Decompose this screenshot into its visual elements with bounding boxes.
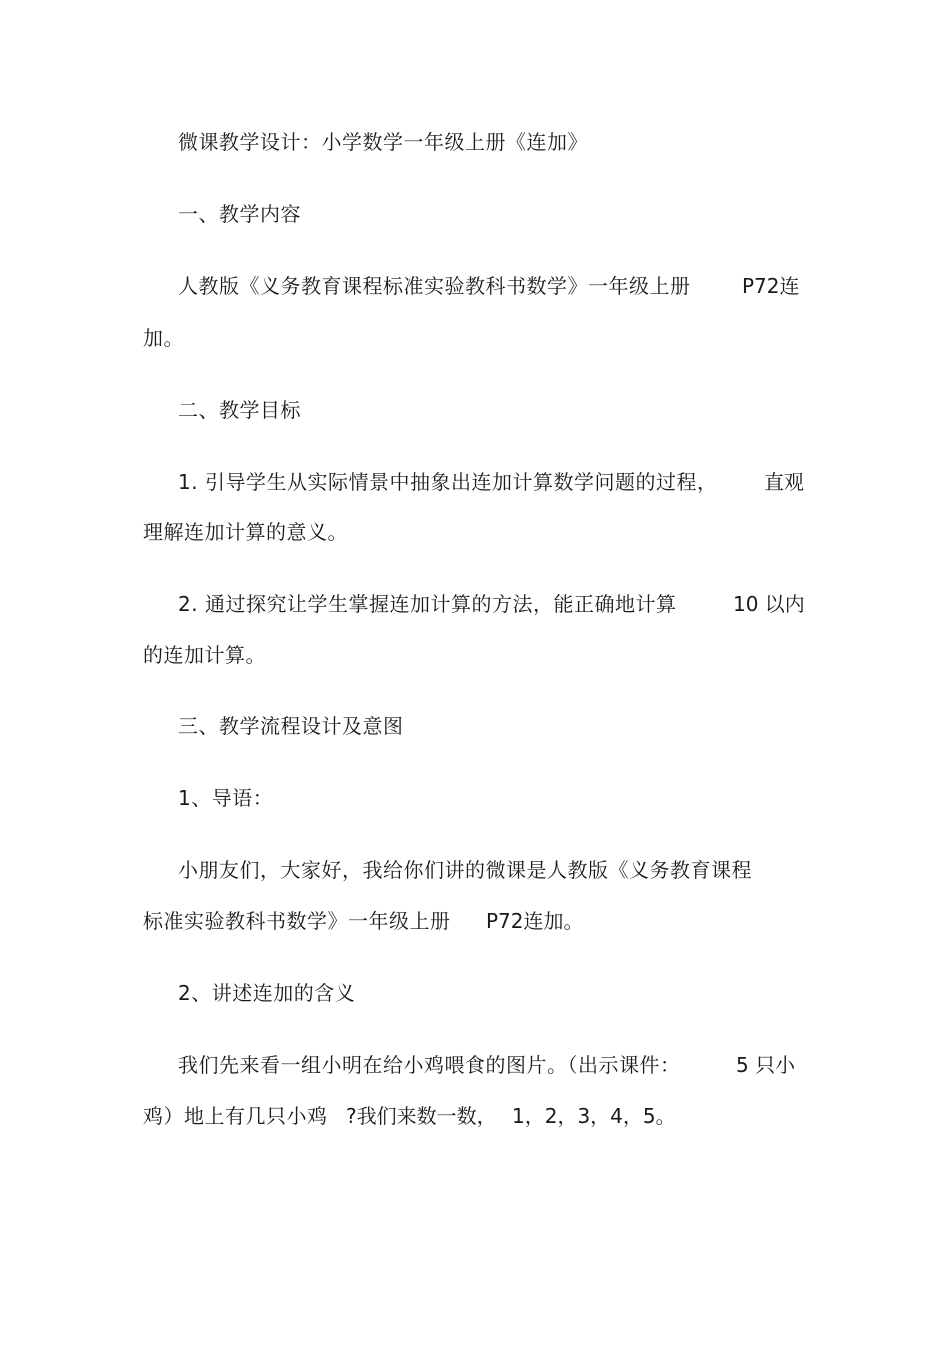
- step-1-line: 小朋友们，大家好，我给你们讲的微课是人教版《义务教育课程: [178, 858, 752, 882]
- goal-1-continuation: 理解连加计算的意义。: [143, 520, 348, 544]
- step-2-continuation-b: ?我们来数一数，: [346, 1104, 497, 1128]
- step-1-tail: P72连加。: [486, 909, 584, 933]
- section-heading-process: 三、教学流程设计及意图: [178, 714, 404, 738]
- content-paragraph-line: 人教版《义务教育课程标准实验教科书数学》一年级上册: [178, 274, 691, 298]
- step-1-heading: 1、导语：: [178, 786, 274, 810]
- content-paragraph-continuation: 加。: [143, 326, 184, 350]
- step-2-continuation-c: 1，2，3，4，5。: [512, 1104, 676, 1128]
- goal-1-tail: 直观: [764, 470, 804, 494]
- goal-2-line: 2. 通过探究让学生掌握连加计算的方法，能正确地计算: [178, 592, 677, 616]
- section-heading-goals: 二、教学目标: [178, 398, 301, 422]
- step-2-continuation-a: 鸡）地上有几只小鸡: [143, 1104, 328, 1128]
- section-heading-content: 一、教学内容: [178, 202, 301, 226]
- step-2-tail: 5 只小: [736, 1053, 796, 1077]
- content-paragraph-tail: P72连: [742, 274, 800, 298]
- goal-2-continuation: 的连加计算。: [143, 643, 266, 667]
- step-1-continuation: 标准实验教科书数学》一年级上册: [143, 909, 451, 933]
- document-title: 微课教学设计：小学数学一年级上册《连加》: [178, 130, 588, 154]
- step-2-line: 我们先来看一组小明在给小鸡喂食的图片。（出示课件：: [178, 1053, 681, 1077]
- goal-1-line: 1. 引导学生从实际情景中抽象出连加计算数学问题的过程，: [178, 470, 718, 494]
- step-2-heading: 2、讲述连加的含义: [178, 981, 356, 1005]
- goal-2-tail: 10 以内: [733, 592, 805, 616]
